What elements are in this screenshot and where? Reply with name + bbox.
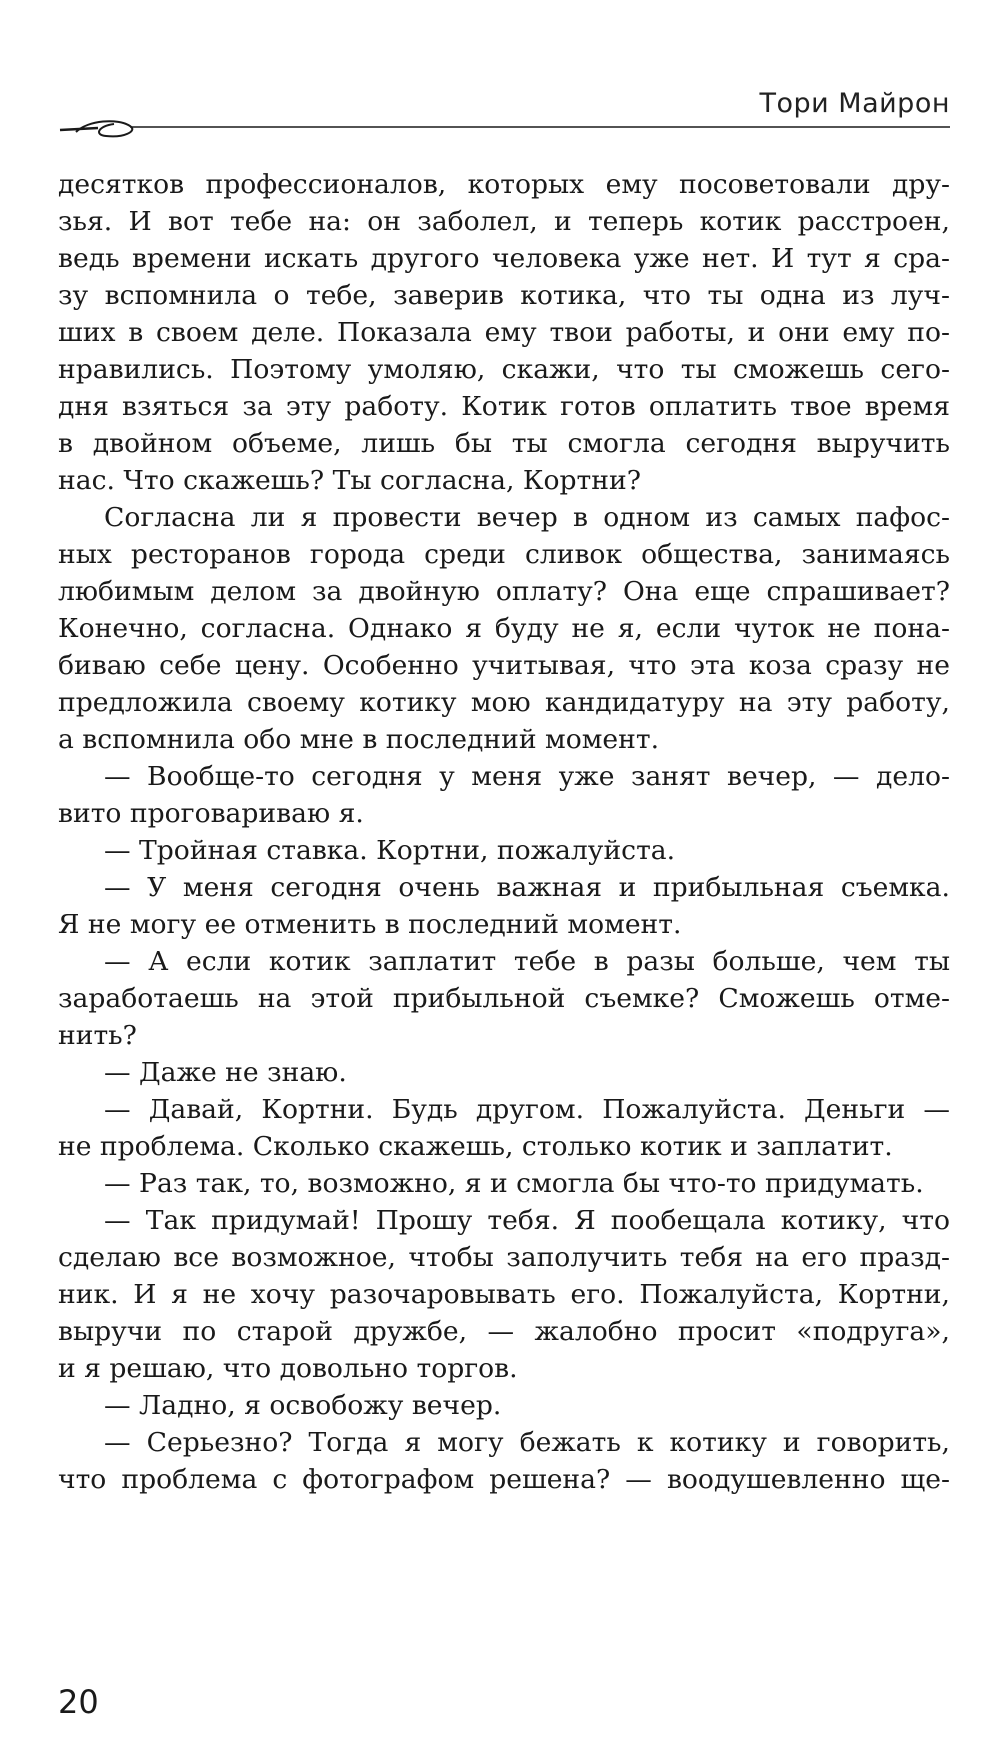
text-line: заработаешь на этой прибыльной съемке? Сможешь отме- [58,983,950,1014]
text-line: предложила своему котику мою кандидатуру на эту работу, [58,687,950,718]
text-line: в двойном объеме, лишь бы ты смогла сегодня выручить [58,428,950,459]
header-author: Тори Майрон [759,88,950,119]
chapter-text [58,166,950,1498]
text-line: ник. И я не хочу разочаровывать его. Пожалуйста, Кортни, [58,1279,950,1310]
text-line: и я решаю, что довольно торгов. [58,1353,518,1384]
text-line: а вспомнила обо мне в последний момент. [58,724,660,755]
text-line: нить? [58,1020,137,1051]
text-line: — Вообще-то сегодня у меня уже занят вечер, — дело- [104,761,950,792]
text-line: зья. И вот тебе на: он заболел, и теперь котик расстроен, [58,206,950,237]
text-line: нас. Что скажешь? Ты согласна, Кортни? [58,465,641,496]
text-line: сделаю все возможное, чтобы заполучить тебя на его празд- [58,1242,950,1273]
running-header [58,88,950,148]
text-line: — Раз так, то, возможно, я и смогла бы что-то придумать. [104,1168,924,1199]
header-flourish-icon [58,118,950,142]
text-line: — Тройная ставка. Кортни, пожалуйста. [104,835,676,866]
text-line: выручи по старой дружбе, — жалобно просит «подруга», [58,1316,950,1347]
text-line: ших в своем деле. Показала ему твои работы, и они ему по- [58,317,950,348]
text-line: — Серьезно? Тогда я могу бежать к котику и говорить, [104,1427,950,1458]
text-line: Согласна ли я провести вечер в одном из самых пафос- [104,502,950,533]
text-line: дня взяться за эту работу. Котик готов оплатить твое время [58,391,950,422]
page-number: 20 [58,1683,99,1721]
text-line: нравились. Поэтому умоляю, скажи, что ты сможешь сего- [58,354,950,385]
text-line: что проблема с фотографом решена? — воодушевленно ще- [58,1464,950,1495]
text-line: ных ресторанов города среди сливок общества, занимаясь [58,539,950,570]
text-line: — Так придумай! Прошу тебя. Я пообещала котику, что [104,1205,950,1236]
text-line: — Даже не знаю. [104,1057,347,1088]
text-line: десятков профессионалов, которых ему посоветовали дру- [58,169,950,200]
text-line: — У меня сегодня очень важная и прибыльная съемка. [104,872,950,903]
text-line: — Ладно, я освобожу вечер. [104,1390,502,1421]
text-line: — А если котик заплатит тебе в разы больше, чем ты [104,946,950,977]
text-line: — Давай, Кортни. Будь другом. Пожалуйста. Деньги — [104,1094,950,1125]
text-line: биваю себе цену. Особенно учитывая, что эта коза сразу не [58,650,950,681]
text-line: любимым делом за двойную оплату? Она еще спрашивает? [58,576,950,607]
text-line: зу вспомнила о тебе, заверив котика, что ты одна из луч- [58,280,950,311]
text-line: ведь времени искать другого человека уже нет. И тут я сра- [58,243,950,274]
text-line: не проблема. Сколько скажешь, столько котик и заплатит. [58,1131,893,1162]
text-line: Я не могу ее отменить в последний момент. [58,909,682,940]
text-line: вито проговариваю я. [58,798,364,829]
text-line: Конечно, согласна. Однако я буду не я, если чуток не пона- [58,613,950,644]
